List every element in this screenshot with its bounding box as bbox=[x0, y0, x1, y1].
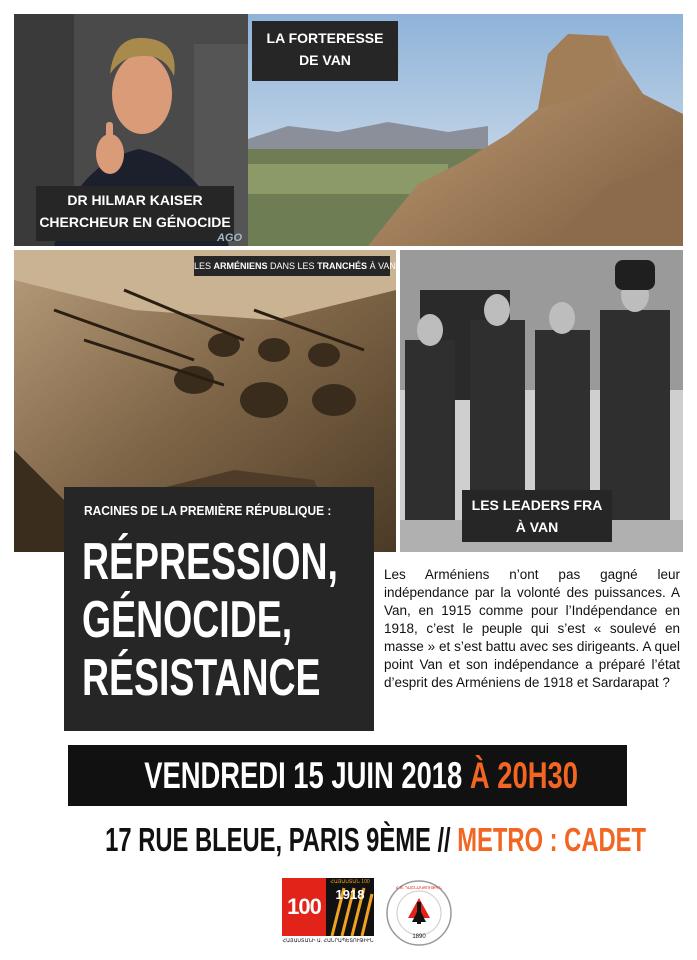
leaders-caption-line1: LES LEADERS FRA bbox=[471, 497, 603, 513]
fra-year: 1890 bbox=[412, 934, 426, 940]
fra-ring-text: Հ.Յ. ԴԱՇՆԱԿՑՈՒԹԻՒՆ bbox=[395, 885, 443, 890]
headline-line1: RÉPRESSION, bbox=[82, 533, 338, 591]
fortress-photo bbox=[248, 14, 683, 246]
event-date: VENDREDI 15 JUIN 2018 bbox=[144, 755, 463, 796]
leaders-photo bbox=[400, 250, 683, 552]
trenches-caption-tranches: TRANCHÉS bbox=[317, 261, 368, 271]
centenary-caption: ՀԱՅԱՍՏԱՆԻ Ա. ՀԱՆՐԱՊԵՏՈՒԹԻՒՆ bbox=[282, 938, 374, 944]
headline-kicker: RACINES DE LA PREMIÈRE RÉPUBLIQUE : bbox=[83, 503, 332, 518]
leaders-caption bbox=[462, 490, 612, 542]
trenches-caption-post: À VAN bbox=[367, 261, 396, 271]
event-metro: METRO : CADET bbox=[457, 821, 647, 858]
body-paragraph: Les Arméniens n’ont pas gagné leur indépendance par la volonté des puissances. A Van, en 1915 comme pour l’Indépendance en 1918, c’est le peuple qui s’est « soulevé en masse » et s’est battu avec ses dirigeants. A quel point Van et son indépendance a préparé l’état d’esprit des Arméniens de 1918 et Sardarapat ? bbox=[384, 567, 680, 690]
centenary-number: 100 bbox=[282, 878, 326, 936]
fra-logo bbox=[384, 878, 454, 948]
headline-line3: RÉSISTANCE bbox=[82, 649, 321, 707]
leaders-caption-line2: À VAN bbox=[515, 519, 559, 535]
event-address: 17 RUE BLEUE, PARIS 9ÈME bbox=[105, 821, 431, 858]
centenary-top: ՀԱՅԱՍՏԱՆ 100 bbox=[330, 879, 370, 885]
trenches-caption-mid: DANS LES bbox=[267, 261, 318, 271]
trenches-caption-pre: LES bbox=[194, 261, 214, 271]
portrait-watermark: AGO bbox=[216, 232, 242, 244]
centenary-logo bbox=[282, 878, 374, 948]
trenches-caption bbox=[194, 256, 396, 276]
event-time: À 20H30 bbox=[469, 755, 578, 796]
portrait-caption-line1: DR HILMAR KAISER bbox=[67, 192, 203, 208]
date-banner-text bbox=[68, 745, 627, 806]
portrait-photo bbox=[14, 14, 248, 246]
centenary-stripes bbox=[326, 878, 374, 936]
address-line bbox=[0, 818, 697, 862]
trenches-caption-armeniens: ARMÉNIENS bbox=[213, 261, 268, 271]
portrait-caption bbox=[36, 186, 234, 241]
headline-line2: GÉNOCIDE, bbox=[82, 591, 293, 649]
centenary-year: 1918 bbox=[335, 887, 365, 902]
fortress-caption-line2: DE VAN bbox=[299, 52, 351, 68]
portrait-caption-line2: CHERCHEUR EN GÉNOCIDE bbox=[39, 214, 231, 230]
fortress-caption bbox=[252, 21, 398, 81]
fortress-caption-line1: LA FORTERESSE bbox=[266, 30, 384, 46]
headline-title bbox=[82, 533, 338, 707]
event-separator: // bbox=[437, 821, 451, 858]
